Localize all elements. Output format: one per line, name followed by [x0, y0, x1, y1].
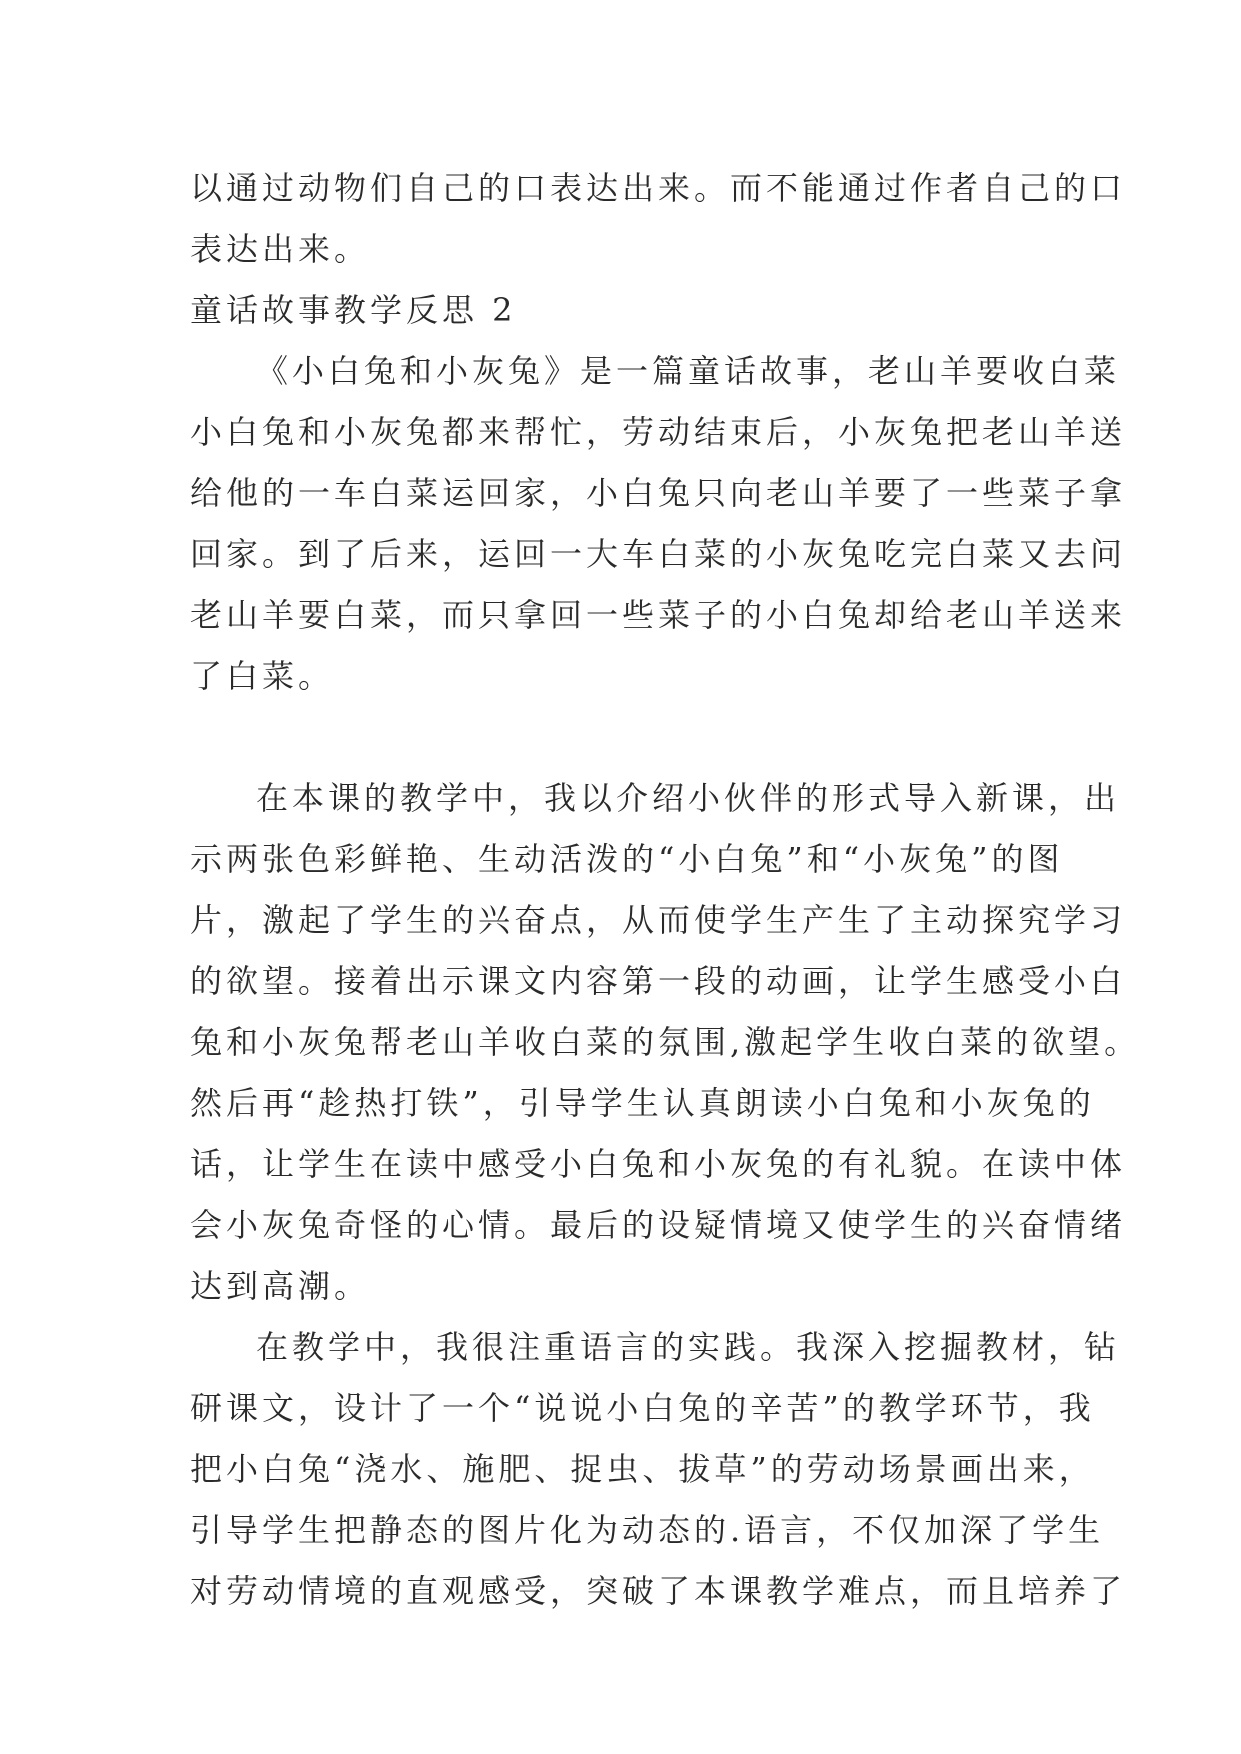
- text-line: 把小白兔“浇水、施肥、捉虫、拔草”的劳动场景画出来，: [190, 1450, 1095, 1488]
- text-line: 小白兔和小灰兔都来帮忙，劳动结束后，小灰兔把老山羊送: [190, 413, 1127, 451]
- text-line: 的欲望。接着出示课文内容第一段的动画，让学生感受小白: [190, 962, 1127, 1000]
- text-line: 回家。到了后来，运回一大车白菜的小灰兔吃完白菜又去问: [190, 535, 1127, 573]
- text-line: 兔和小灰兔帮老山羊收白菜的氛围,激起学生收白菜的欲望。: [190, 1023, 1141, 1061]
- paragraph-gap: [190, 707, 1070, 768]
- text-line: 在本课的教学中，我以介绍小伙伴的形式导入新课，出: [256, 779, 1121, 817]
- text-line: 片，激起了学生的兴奋点，从而使学生产生了主动探究学习: [190, 901, 1127, 939]
- text-line: 给他的一车白菜运回家，小白兔只向老山羊要了一些菜子拿: [190, 474, 1127, 512]
- text-line: 会小灰兔奇怪的心情。最后的设疑情境又使学生的兴奋情绪: [190, 1206, 1127, 1244]
- text-line: 话，让学生在读中感受小白兔和小灰兔的有礼貌。在读中体: [190, 1145, 1127, 1183]
- text-line: 研课文，设计了一个“说说小白兔的辛苦”的教学环节，我: [190, 1389, 1095, 1427]
- text-line: 达到高潮。: [190, 1267, 371, 1305]
- text-line: 在教学中，我很注重语言的实践。我深入挖掘教材，钻: [256, 1328, 1121, 1366]
- text-line: 以通过动物们自己的口表达出来。而不能通过作者自己的口: [190, 169, 1127, 207]
- text-line: 示两张色彩鲜艳、生动活泼的“小白兔”和“小灰兔”的图: [190, 840, 1064, 878]
- text-line: 引导学生把静态的图片化为动态的.语言，不仅加深了学生: [190, 1511, 1105, 1549]
- section-heading: 童话故事教学反思 2: [190, 291, 517, 329]
- text-line: 了白菜。: [190, 657, 335, 695]
- text-line: 然后再“趁热打铁”，引导学生认真朗读小白兔和小灰兔的: [190, 1084, 1095, 1122]
- text-line: 表达出来。: [190, 230, 371, 268]
- text-line: 《小白兔和小灰兔》是一篇童话故事，老山羊要收白菜: [256, 352, 1121, 390]
- text-line: 老山羊要白菜，而只拿回一些菜子的小白兔却给老山羊送来: [190, 596, 1127, 634]
- text-line: 对劳动情境的直观感受，突破了本课教学难点，而且培养了: [190, 1572, 1127, 1610]
- document-body: [190, 158, 1141, 1622]
